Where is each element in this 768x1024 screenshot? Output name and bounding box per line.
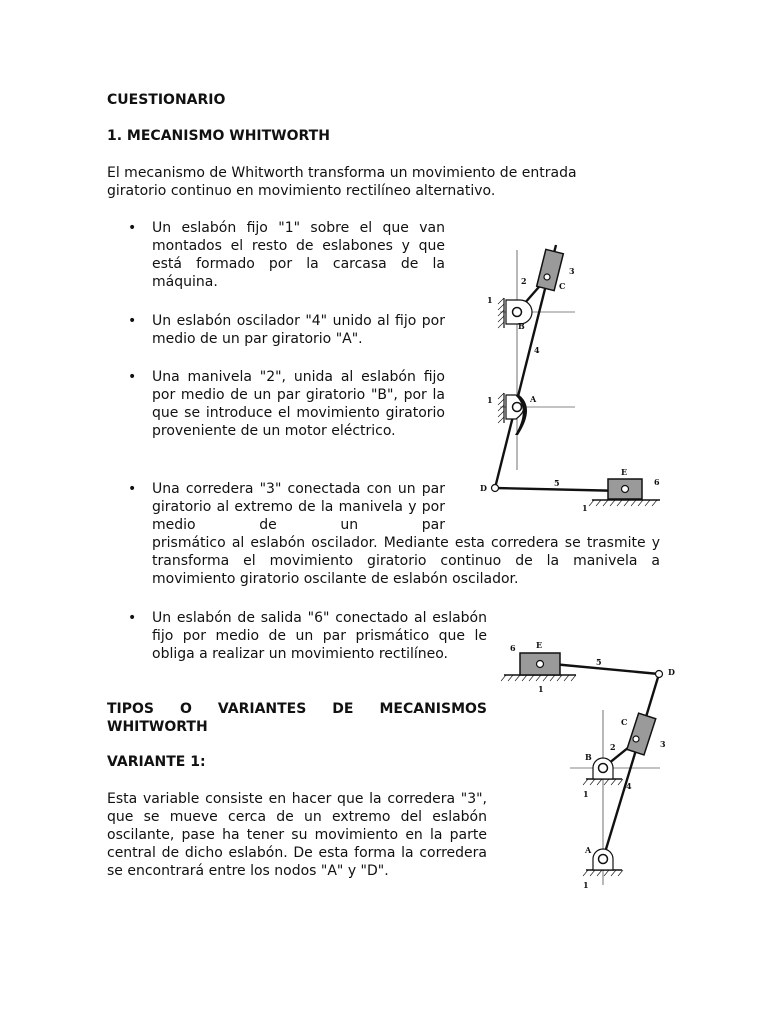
section-title-variants: TIPOS O VARIANTES DE MECANISMOS WHITWORTH [107,701,487,735]
label-1: 1 [582,503,588,513]
label-A: A [530,394,537,404]
bullet-marker: • [128,313,137,329]
label-D: D [480,483,487,493]
label-1: 1 [583,789,589,799]
label-B: B [585,752,592,762]
whitworth-diagram-2 [500,635,700,895]
label-3: 3 [569,266,575,276]
bullet-slider-part2: prismático al eslabón oscilador. Mediante esta corredera se trasmite y transforma el movimiento giratorio continuo de la manivela a movimiento giratorio oscilante de eslabón oscilador. [152,535,660,587]
bullet-fixed-link: Un eslabón fijo "1" sobre el que van montados el resto de eslabones y que está formado por la carcasa de la máquina. [152,220,445,290]
label-5: 5 [596,657,602,667]
label-C: C [621,717,628,727]
bullet-crank: Una manivela "2", unida al eslabón fijo por medio de un par giratorio "B", por la que se introduce el movimiento giratorio proveniente de un motor eléctrico. [152,369,445,439]
bullet-oscillator-link: Un eslabón oscilador "4" unido al fijo por medio de un par giratorio "A". [152,313,445,347]
label-3: 3 [660,739,666,749]
section-title-whitworth: 1. MECANISMO WHITWORTH [107,128,330,144]
label-E: E [621,467,628,477]
variant-1-paragraph: Esta variable consiste en hacer que la corredera "3", que se mueve cerca de un extremo del eslabón oscilante, pase ha tener su movimiento en la parte central de dicho eslabón. De esta forma la corredera se encontrará entre los nodos "A" y "D". [107,791,487,879]
label-4: 4 [534,345,540,355]
label-6: 6 [654,477,660,487]
bullet-slider-part1: Una corredera "3" conectada con un par giratorio al extremo de la manivela y por medio de un par [152,481,445,533]
bullet-marker: • [128,220,137,236]
label-5: 5 [554,478,560,488]
bullet-output-link: Un eslabón de salida "6" conectado al eslabón fijo por medio de un par prismático que le obliga a realizar un movimiento rectilíneo. [152,610,487,662]
label-1: 1 [538,684,544,694]
bullet-marker: • [128,369,137,385]
label-2: 2 [610,742,616,752]
label-D: D [668,667,675,677]
label-2: 2 [521,276,527,286]
whitworth-diagram-1 [470,230,680,520]
bullet-marker: • [128,610,137,626]
label-4: 4 [626,781,632,791]
label-1: 1 [583,880,589,890]
intro-paragraph: El mecanismo de Whitworth transforma un movimiento de entrada giratorio continuo en movimiento rectilíneo alternativo. [107,165,577,199]
label-6: 6 [510,643,516,653]
label-1: 1 [487,295,493,305]
label-1: 1 [487,395,493,405]
label-E: E [536,640,543,650]
bullet-marker: • [128,481,137,497]
label-A: A [585,845,592,855]
label-B: B [518,321,525,331]
variant-1-title: VARIANTE 1: [107,754,206,770]
document-heading: CUESTIONARIO [107,92,226,108]
label-C: C [559,281,566,291]
